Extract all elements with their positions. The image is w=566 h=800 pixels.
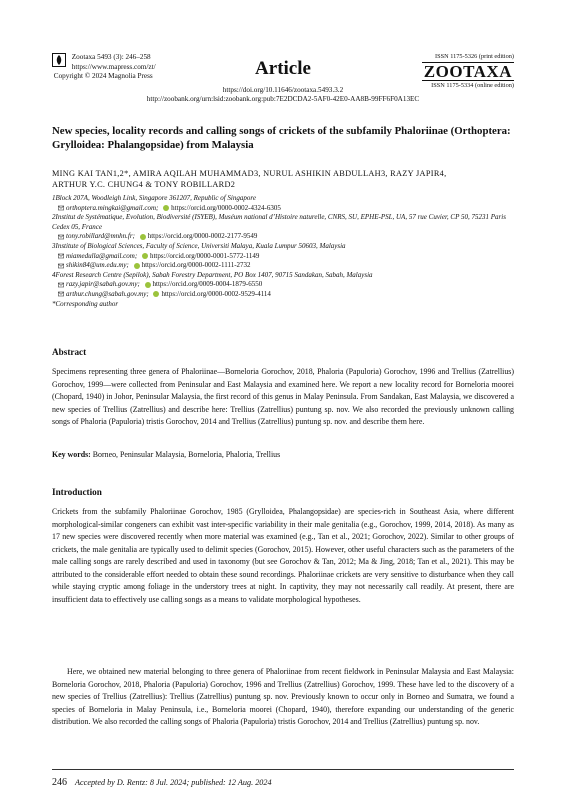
page-number: 246 [52, 777, 67, 788]
contact-line-4a [52, 280, 514, 290]
orcid-link[interactable]: https://orcid.org/0009-0004-1879-6550 [152, 280, 263, 289]
orcid-link[interactable]: https://orcid.org/0000-0001-5772-1149 [149, 251, 260, 260]
paper-title: New species, locality records and calling songs of crickets of the subfamily Phaloriinae (Orthoptera: Grylloidea: Phalangopsidae) from Malaysia [52, 125, 511, 151]
journal-line: Zootaxa 5493 (3): 246–258 [71, 53, 151, 61]
zoobank-lsid-link[interactable]: http://zoobank.org/urn:lsid:zoobank.org:pub:7E2DCDA2-5AF0-42E0-AA8B-99FF6F0A13EC [146, 95, 420, 104]
contact-line-1 [52, 204, 514, 214]
orcid-link[interactable]: https://orcid.org/0000-0002-4324-6305 [171, 203, 281, 212]
email-link[interactable]: arthur.chung@sabah.gov.my; [66, 289, 149, 298]
contact-line-3b [52, 261, 514, 271]
orcid-icon [134, 263, 140, 269]
email-icon [58, 234, 64, 240]
author-line-1: MING KAI TAN1,2*, AMIRA AQILAH MUHAMMAD3, NURUL ASHIKIN ABDULLAH3, RAZY JAPIR4, [52, 169, 447, 178]
email-link[interactable]: miamedulla@gmail.com; [66, 251, 138, 260]
affiliation-1: 1Block 207A, Woodleigh Link, Singapore 361207, Republic of Singapore [52, 194, 256, 202]
footer-rule [52, 769, 514, 770]
issn-print: ISSN 1175-5326 (print edition) [435, 53, 514, 60]
article-label: Article [255, 58, 311, 79]
issn-online: ISSN 1175-5334 (online edition) [431, 82, 514, 89]
author-line-2: ARTHUR Y.C. CHUNG4 & TONY ROBILLARD2 [52, 180, 236, 189]
affiliation-4: 4Forest Research Centre (Sepilok), Sabah Forestry Department, PO Box 1407, 90715 Sandakan, Sabah, Malaysia [52, 270, 373, 279]
orcid-icon [163, 205, 169, 211]
affiliation-2: 2Institut de Systématique, Evolution, Biodiversité (ISYEB), Muséum national d’Histoire naturelle, CNRS, SU, EPHE-PSL, UA, 57 rue Cuvier, CP 50, 75231 Paris Cedex 05, France [52, 213, 506, 231]
intro-paragraph-2: Here, we obtained new material belonging to three genera of Phaloriinae from recent fieldwork in Peninsular Malaysia and East Malaysia: Borneloria Gorochov, 2018, Phaloria (Papuloria) Gorochov, 1996 and Trellius (Zatrellius) Gorochov, 1999. These have led to the discovery of a new species of Trellius (Zatrellius): Trellius (Zatrellius) puntung sp. nov. Previously known to occur only in Borneo and Sumatra, we found a species of Borneloria in Malay Peninsula, i.e., Borneloria moorei (Chopard, 1940), therefore expanding our understanding of the generic distribution. We also recorded the calling songs of Phaloria (Papuloria) tristis Gorochov, 2014 and Trellius (Zatrellius) puntung sp. nov. [52, 667, 514, 726]
doi-link[interactable]: https://doi.org/10.11646/zootaxa.5493.3.2 [222, 86, 344, 94]
author-list [52, 168, 514, 190]
email-link[interactable]: shikin84@um.edu.my; [66, 261, 129, 270]
abstract-heading: Abstract [52, 347, 87, 357]
doi-block [0, 86, 566, 105]
email-icon [58, 263, 64, 269]
affiliations [52, 194, 514, 309]
introduction-heading: Introduction [52, 487, 102, 497]
contact-line-2 [52, 232, 514, 242]
contact-line-3a [52, 252, 514, 262]
orcid-link[interactable]: https://orcid.org/0000-0002-2177-9549 [147, 232, 258, 241]
email-icon [58, 253, 64, 259]
copyright-text: Copyright © 2024 Magnolia Press [53, 72, 153, 81]
email-icon [58, 291, 64, 297]
orcid-icon [142, 253, 148, 259]
email-link[interactable]: orthoptera.mingkai@gmail.com; [66, 203, 159, 212]
orcid-link[interactable]: https://orcid.org/0000-0002-1111-2732 [141, 261, 251, 270]
contact-line-4b [52, 290, 514, 300]
affiliation-3: 3Institute of Biological Sciences, Faculty of Science, Universiti Malaya, Kuala Lumpur 50603, Malaysia [52, 241, 346, 250]
email-icon [58, 205, 64, 211]
email-link[interactable]: razy.japir@sabah.gov.my; [66, 280, 140, 289]
corresponding-author-note: *Corresponding author [52, 299, 119, 308]
orcid-icon [145, 282, 151, 288]
intro-paragraph-1: Crickets from the subfamily Phaloriinae Gorochov, 1985 (Grylloidea, Phalangopsidae) are species-rich in Southeast Asia, where different morphological-similar congeners can exhibit vast inter-specific variability in their male genitalia (e.g., Gorochov, 1999, 2014, 2018). As many as 17 new species were discovered recently when more material was examined (e.g., Tan et al., 2021; Gorochov, 2022). Similar to other groups of crickets, the male genitalia are typically used to delimit species (Gorochov, 2015). However, other useful characters such as the parameters of the male calling songs are rarely described and used in taxonomy (but see Gorochov & Tan, 2012; Ma & Jing, 2018; Tan et al., 2021). This may be attributed to the considerable effort needed to obtain these sound recordings. Phaloriinae crickets are very sensitive to disturbance when they call while staying cryptic among foliage in the understory trees at night. In captivity, they may not necessarily call readily. At present, there are insufficient data to effectively use calling songs as a means to validate morphological hypotheses. [52, 507, 514, 604]
orcid-icon [140, 234, 146, 240]
issn-block [422, 53, 514, 90]
page-footer [52, 777, 272, 788]
acceptance-note: Accepted by D. Rentz: 8 Jul. 2024; published: 12 Aug. 2024 [75, 778, 272, 787]
journal-url-link[interactable]: https://www.mapress.com/zt/ [71, 62, 156, 71]
keywords-label: Key words: [52, 450, 91, 459]
orcid-icon [153, 291, 159, 297]
keywords [52, 449, 514, 462]
keywords-text: Borneo, Peninsular Malaysia, Borneloria, Phaloria, Trellius [92, 450, 281, 459]
abstract-text: Specimens representing three genera of Phaloriinae—Borneloria Gorochov, 2018, Phaloria (Papuloria) Gorochov, 1996 and Trellius (Zatrellius) Gorochov, 1999—were collected from Peninsular and East Malaysia and examined here. We report a new locality record for Borneloria moorei (Chopard, 1940) in Johor, Peninsular Malaysia, the first record of this genus in Malay Peninsula. From Sandakan, East Malaysia, we discovered a new species of Trellius (Zatrellius) and describe here: Trellius (Zatrellius) puntung sp. nov. We also recorded the previously unknown calling songs of Phaloria (Papuloria) tristis Gorochov, 2014 and Trellius (Zatrellius) puntung sp. nov. and describe them here. [52, 367, 514, 426]
zootaxa-wordmark: ZOOTAXA [423, 62, 512, 81]
orcid-link[interactable]: https://orcid.org/0000-0002-9529-4114 [161, 289, 271, 298]
email-icon [58, 282, 64, 288]
email-link[interactable]: tony.robillard@mnhn.fr; [66, 232, 135, 241]
